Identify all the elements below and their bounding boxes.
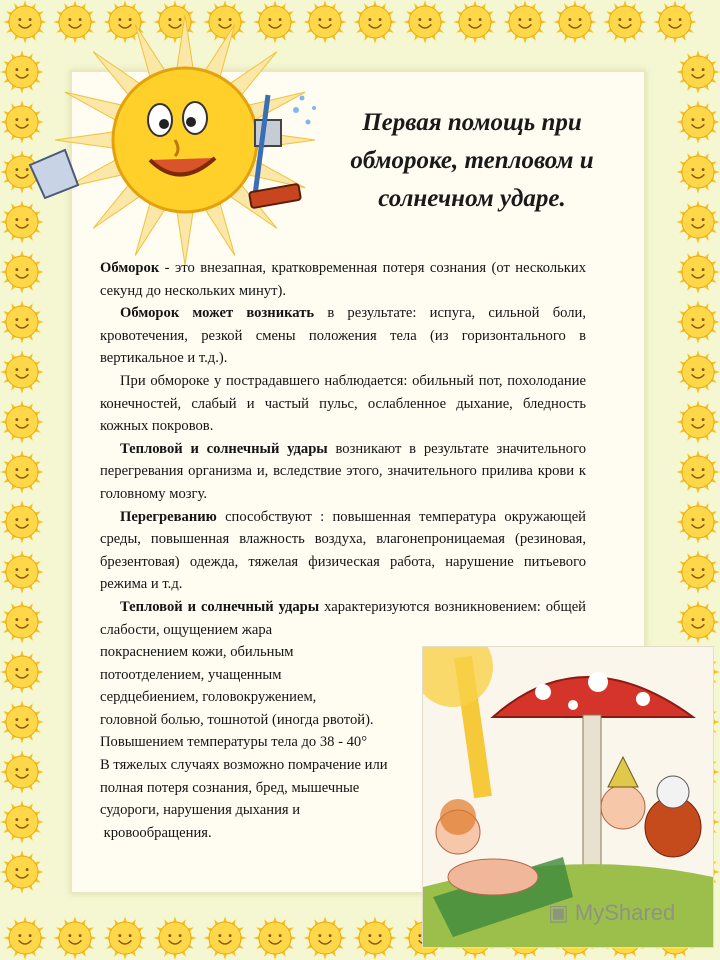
smiling-sun-icon [0,600,43,643]
signs-line: потоотделением, учащенным [100,666,282,683]
smiling-sun-icon [53,916,96,959]
smiling-sun-icon [653,0,696,43]
paragraph-causes: Обморок может возникать в результате: испуга, сильной боли, кровотечения, резкой смены положения тела (из горизонтального в вертикальное и т.д.). [100,305,586,367]
smiling-sun-icon [603,0,646,43]
smiling-sun-icon [676,300,719,343]
watermark: ▣ MyShared [548,900,676,925]
smiling-sun-icon [0,500,43,543]
smiling-sun-icon [0,850,43,893]
paragraph-symptoms: При обмороке у пострадавшего наблюдается: обильный пот, похолодание конечностей, слабый и частый пульс, ослабленное дыхание, бледность кожных покровов. [100,372,586,435]
smiling-sun-icon [676,250,719,293]
signs-line: сердцебиением, головокружением, [100,689,317,706]
smiling-sun-icon [676,600,719,643]
paragraph-heatstroke: Тепловой и солнечный удары возникают в результате значительного перегревания организма и, вследствие этого, значительного прилива крови к головному мозгу. [100,440,586,502]
smiling-sun-icon [676,550,719,593]
smiling-sun-icon [203,916,246,959]
smiling-sun-icon [0,800,43,843]
page-title: Первая помощь при обмороке, тепловом и солнечном ударе. [350,109,594,212]
smiling-sun-icon [103,916,146,959]
smiling-sun-icon [0,750,43,793]
signs-line: покраснением кожи, обильным [100,644,294,661]
smiling-sun-icon [0,550,43,593]
cartoon-sun-icon [20,0,320,270]
smiling-sun-icon [253,916,296,959]
cloth-icon [30,150,78,198]
smiling-sun-icon [676,500,719,543]
smiling-sun-icon [453,0,496,43]
smiling-sun-icon [676,350,719,393]
signs-list [100,641,415,844]
signs-line: судороги, нарушения дыхания и [100,802,301,819]
paragraph-definition: Обморок - это внезапная, кратковременная потеря сознания (от нескольких секунд до нескольких минут). [100,260,586,299]
paragraph-overheating: Перегреванию способствуют : повышенная температура окружающей среды, повышенная влажность воздуха, влагонепроницаемая (резиновая, брезентовая) одежда, тяжелая физическая работа, нарушение питьевого режима и т.д. [100,508,586,593]
smiling-sun-icon [403,0,446,43]
signs-line: В тяжелых случаях возможно помрачение или [100,757,388,774]
smiling-sun-icon [676,100,719,143]
smiling-sun-icon [676,200,719,243]
smiling-sun-icon [553,0,596,43]
signs-line: полная потеря сознания, бред, мышечные [100,779,360,796]
smiling-sun-icon [153,916,196,959]
smiling-sun-icon [303,916,346,959]
sun-face [113,68,257,212]
signs-line: головной болью, тошнотой (иногда рвотой). [100,711,374,728]
smiling-sun-icon [353,916,396,959]
smiling-sun-icon [676,450,719,493]
smiling-sun-icon [503,0,546,43]
smiling-sun-icon [0,450,43,493]
smiling-sun-icon [0,400,43,443]
smiling-sun-icon [0,700,43,743]
paragraph-signs: Тепловой и солнечный удары характеризуются возникновением: общей слабости, ощущением жара [100,598,586,638]
smiling-sun-icon [676,400,719,443]
smiling-sun-icon [676,150,719,193]
smiling-sun-icon [353,0,396,43]
smiling-sun-icon [0,300,43,343]
smiling-sun-icon [676,50,719,93]
smiling-sun-icon [3,916,46,959]
signs-line: кровообращения. [100,824,212,841]
smiling-sun-icon [0,650,43,693]
signs-line: Повышением температуры тела до 38 - 40° [100,734,368,751]
smiling-sun-icon [0,350,43,393]
